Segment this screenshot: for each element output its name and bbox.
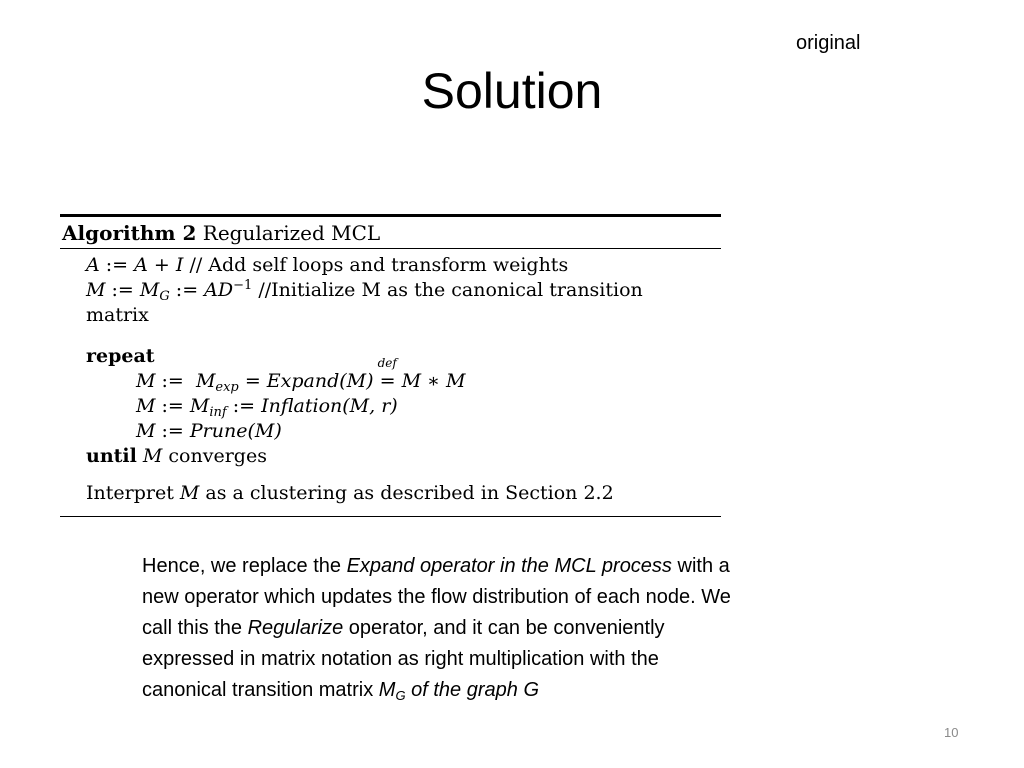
algo-var: M [195,370,216,392]
algo-var: M [139,279,160,301]
slide-title: Solution [421,63,603,119]
algo-expr: A + I [134,254,184,276]
algo-function: Inflation [261,395,343,417]
para-text: operator, and it can be conveniently expressed in matrix notation as right multiplication with the canonical transition matrix [142,617,665,701]
algo-op: := [105,254,129,276]
algo-line-wrap: matrix [86,304,149,326]
algo-op: := [232,395,256,417]
algo-var: M [136,420,156,442]
algo-op: = [379,370,396,392]
algo-text: Interpret [86,482,174,504]
algo-line-init-m [86,278,721,303]
algo-op: := [175,279,199,301]
algo-var: M [86,279,106,301]
algo-arg: (M) [339,370,374,392]
page-number: 10 [944,725,959,740]
slide-tag: original [796,32,861,54]
algo-var: M [136,370,156,392]
algo-line-prune [86,419,721,444]
algo-superscript: −1 [233,278,253,293]
algo-op: := [161,420,184,442]
para-subscript: G [395,688,406,703]
para-emphasis: of the graph G [405,679,539,701]
algo-function: Prune [189,420,248,442]
algorithm-label: Algorithm 2 [62,221,197,245]
algo-line-until [86,444,721,469]
algo-function: Expand [266,370,340,392]
algo-var: M [189,395,210,417]
algo-var: M [179,482,200,504]
algo-keyword: until [86,445,137,467]
algorithm-body [60,249,721,516]
algo-line-repeat [86,344,721,369]
explanation-paragraph [142,551,742,706]
algo-var: M [142,445,163,467]
algorithm-bottom-rule [60,516,721,517]
algo-line-inflation [86,394,721,419]
algo-def-label: def [377,356,397,370]
algo-subscript: inf [209,405,227,420]
para-emphasis: Expand operator in the MCL process [346,555,672,577]
para-text: Hence, we replace the [142,555,347,577]
algo-arg: (M, r) [342,395,398,417]
algo-op: := [111,279,134,301]
algo-op: := [161,395,184,417]
algo-comment: //Initialize M as the canonical transition [258,279,643,301]
algo-defeq [377,356,397,394]
algo-spacer [86,469,721,481]
algorithm-box [60,214,721,517]
para-text: with a new operator which updates the flow distribution of each node. We call this the [142,555,731,639]
algo-var: A [86,254,100,276]
algorithm-header [60,217,721,248]
algo-subscript: G [159,289,170,304]
algo-expr: M ∗ M [401,370,466,392]
algo-spacer [86,328,721,344]
algo-comment: // Add self loops and transform weights [189,254,569,276]
algo-arg: (M) [247,420,282,442]
para-math-var: M [378,679,396,701]
algo-line-interpret [86,481,721,506]
algorithm-name: Regularized MCL [202,221,381,245]
algo-text: as a clustering as described in Section 2.2 [205,482,614,504]
para-emphasis: Regularize [247,617,344,639]
algo-op: = [244,370,261,392]
algo-line-init-a [86,253,721,278]
algo-var: M [136,395,156,417]
algo-text: converges [168,445,267,467]
algo-op: := [161,370,184,392]
algo-subscript: exp [215,380,239,395]
algo-expr: AD [204,279,234,301]
algo-keyword: repeat [86,345,155,367]
